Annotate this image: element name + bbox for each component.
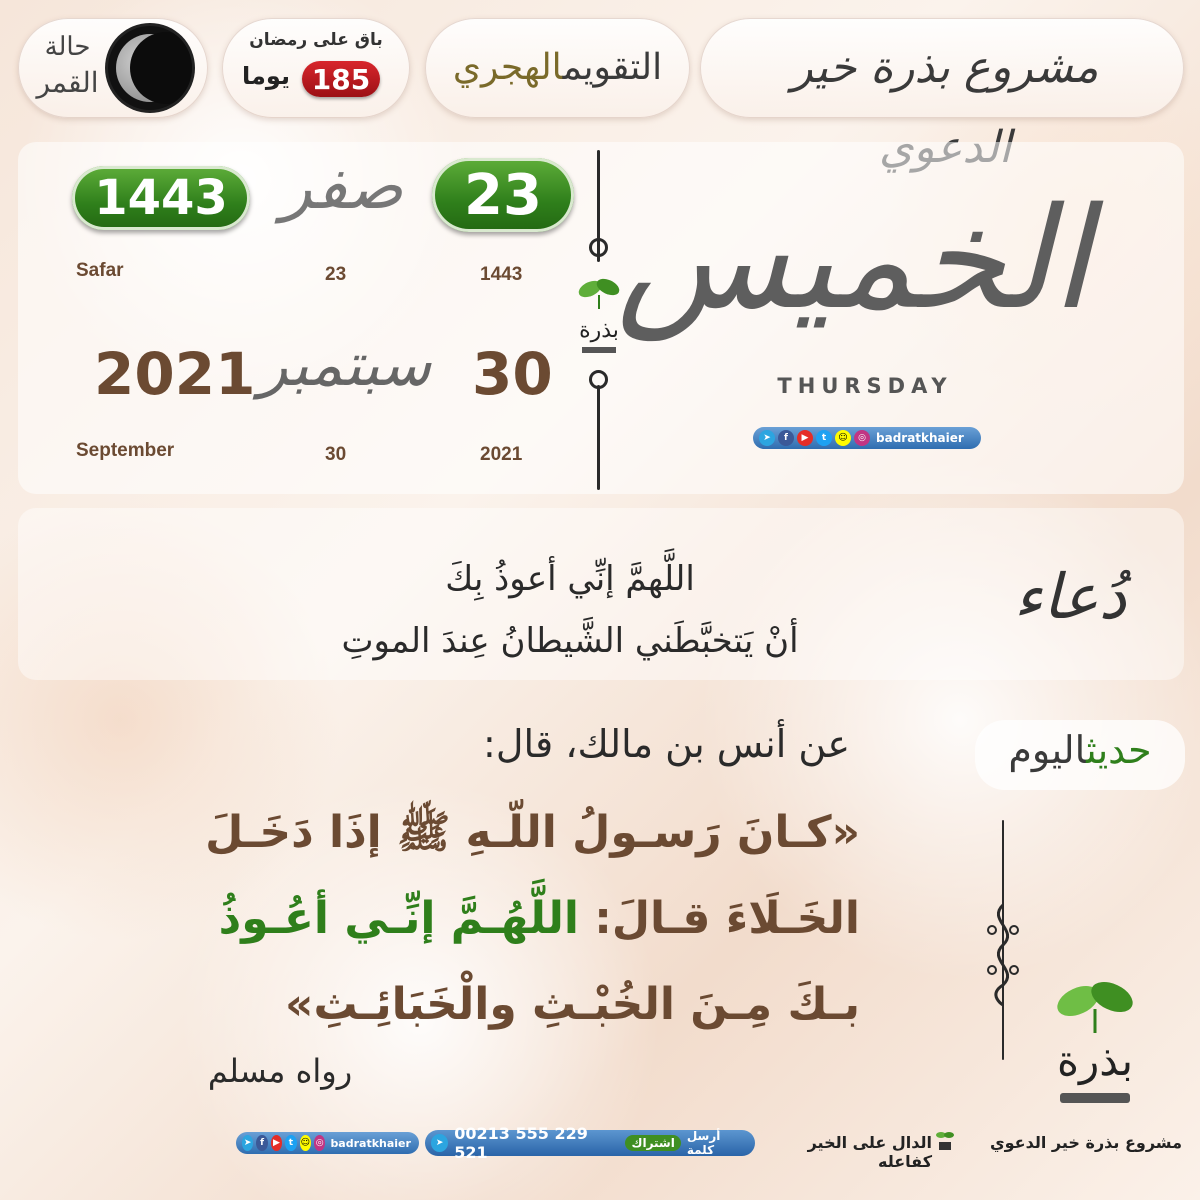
subscribe-keyword: اشتراك — [625, 1135, 680, 1151]
send-word-label: أرسل كلمة — [686, 1129, 721, 1157]
hadith-body — [160, 790, 860, 1048]
hijri-calendar-title — [440, 38, 675, 98]
dua-line-2: أنْ يَتخبَّطَني الشَّيطانُ عِندَ الموتِ — [341, 621, 799, 661]
footer-handle[interactable]: badratkhaier — [330, 1136, 411, 1150]
hadith-heading-a: حديث — [1086, 728, 1152, 772]
ramadan-days-value: 185 — [311, 62, 371, 96]
dua-text — [230, 548, 910, 672]
hijri-year-badge — [72, 166, 250, 230]
instagram-icon[interactable]: ◎ — [314, 1135, 325, 1151]
youtube-icon[interactable]: ▶ — [271, 1135, 282, 1151]
hijri-day-small: 23 — [325, 264, 347, 285]
gregorian-day: 30 — [472, 340, 553, 408]
hadith-line-3: بـكَ مِـنَ الخُبْـثِ والْخَبَائِـثِ» — [285, 979, 860, 1030]
telegram-icon[interactable]: ➤ — [242, 1135, 253, 1151]
hadith-heading — [975, 720, 1185, 790]
hadith-source: رواه مسلم — [207, 1052, 353, 1090]
hadith-line-2a: الخَـلَاءَ قـالَ: — [578, 893, 860, 944]
gregorian-month-en: September — [76, 440, 175, 461]
telegram-icon: ➤ — [431, 1134, 448, 1152]
social-bar-bottom — [236, 1132, 419, 1154]
hijri-month-ar: صفر — [280, 150, 404, 224]
gregorian-year-small: 2021 — [480, 444, 523, 465]
scroll-ornament — [982, 900, 1024, 1010]
hadith-line-1: «كـانَ رَسـولُ اللّـهِ ﷺ إذَا دَخَـلَ — [205, 807, 860, 858]
twitter-icon[interactable]: t — [816, 430, 832, 446]
dua-line-1: اللَّهمَّ إنِّي أعوذُ بِكَ — [445, 559, 695, 599]
social-handle[interactable]: badratkhaier — [876, 431, 964, 445]
hijri-year-small: 1443 — [480, 264, 523, 285]
gregorian-year: 2021 — [94, 340, 256, 408]
weekday-en: THURSDAY — [777, 374, 953, 398]
calendar-title-word-a: التقويم — [562, 47, 663, 88]
ramadan-days-unit: يوما — [242, 62, 290, 90]
weekday-ar: الخميس — [616, 178, 1090, 341]
facebook-icon[interactable]: f — [778, 430, 794, 446]
instagram-icon[interactable]: ◎ — [854, 430, 870, 446]
hadith-line-2b: اللَّهُـمَّ إنِّـي أعُـوذُ — [218, 893, 579, 944]
footer-project: مشروع بذرة خير الدعوي — [989, 1133, 1182, 1152]
snapchat-icon[interactable]: ☺ — [835, 430, 851, 446]
ramadan-label: باق على رمضان — [249, 30, 383, 50]
gregorian-day-small: 30 — [325, 444, 347, 465]
hijri-day-badge — [432, 158, 574, 232]
gregorian-month-ar: سبتمبر — [258, 330, 432, 400]
footer-seed-icon — [935, 1130, 955, 1154]
seed-logo-large — [1040, 975, 1150, 1115]
telegram-icon[interactable]: ➤ — [759, 430, 775, 446]
hadith-heading-b: اليوم — [1008, 728, 1087, 772]
hijri-month-en: Safar — [76, 260, 124, 281]
hijri-year: 1443 — [94, 170, 228, 226]
footer-motto: الدال على الخير كفاعله — [807, 1133, 932, 1171]
divider-ornament-top — [589, 238, 608, 257]
seed-logo-text: بذرة — [1056, 1036, 1134, 1085]
facebook-icon[interactable]: f — [256, 1135, 267, 1151]
hijri-day: 23 — [464, 162, 542, 228]
project-title: مشروع بذرة خير — [791, 42, 1099, 93]
moon-label-a: حالة — [44, 32, 91, 62]
subscribe-bar[interactable] — [425, 1124, 755, 1162]
dua-heading: دُعاء — [1013, 560, 1127, 633]
social-bar-top — [753, 427, 981, 449]
ramadan-days-badge — [302, 61, 380, 97]
hadith-narrator: عن أنس بن مالك، قال: — [483, 722, 850, 766]
date-divider-bottom — [597, 385, 600, 490]
moon-phase-icon — [108, 26, 192, 110]
youtube-icon[interactable]: ▶ — [797, 430, 813, 446]
hadith-line-2 — [160, 876, 860, 962]
subscribe-phone[interactable]: 00213 555 229 521 — [454, 1124, 588, 1162]
moon-label-b: القمر — [36, 66, 99, 99]
calendar-title-word-b: الهجري — [452, 47, 563, 88]
twitter-icon[interactable]: t — [285, 1135, 296, 1151]
snapchat-icon[interactable]: ☺ — [300, 1135, 311, 1151]
svg-text:بذرة: بذرة — [579, 318, 619, 343]
